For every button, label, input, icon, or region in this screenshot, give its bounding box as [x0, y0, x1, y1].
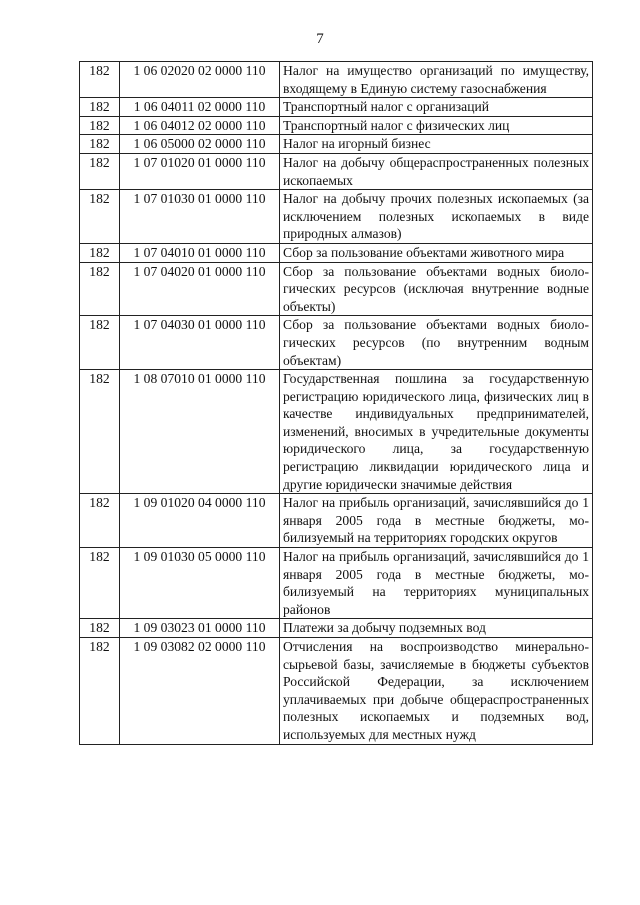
table-row	[80, 619, 593, 638]
admin-code-cell: 182	[80, 262, 120, 316]
kbk-code-cell: 1 06 05000 02 0000 110	[120, 135, 280, 154]
kbk-code-cell: 1 06 04011 02 0000 110	[120, 98, 280, 117]
admin-code-cell: 182	[80, 116, 120, 135]
table-row	[80, 135, 593, 154]
table-row	[80, 190, 593, 244]
admin-code-cell: 182	[80, 190, 120, 244]
table-row	[80, 494, 593, 548]
kbk-code-cell: 1 06 02020 02 0000 110	[120, 62, 280, 98]
table-row	[80, 548, 593, 619]
kbk-code-cell: 1 06 04012 02 0000 110	[120, 116, 280, 135]
table-row	[80, 316, 593, 370]
kbk-code-cell: 1 07 01020 01 0000 110	[120, 153, 280, 189]
table-row	[80, 638, 593, 745]
kbk-code-cell: 1 07 01030 01 0000 110	[120, 190, 280, 244]
kbk-code-cell: 1 09 03023 01 0000 110	[120, 619, 280, 638]
income-name-cell: Налог на имущество организаций по имуществу, входящему в Единую систему газоснабжения	[280, 62, 593, 98]
admin-code-cell: 182	[80, 638, 120, 745]
income-name-cell: Налог на прибыль организаций, зачислявшийся до 1 января 2005 года в местные бюджеты, мобилизуемый на территориях муниципальных районов	[280, 548, 593, 619]
table-row	[80, 116, 593, 135]
income-name-cell: Транспортный налог с физических лиц	[280, 116, 593, 135]
income-name-cell: Сбор за пользование объектами водных биологических ресурсов (исключая внутренние водные объекты)	[280, 262, 593, 316]
table-row	[80, 370, 593, 494]
table-row	[80, 62, 593, 98]
kbk-code-cell: 1 07 04010 01 0000 110	[120, 243, 280, 262]
income-name-cell: Налог на прибыль организаций, зачислявшийся до 1 января 2005 года в местные бюджеты, мобилизуемый на территориях городских округов	[280, 494, 593, 548]
admin-code-cell: 182	[80, 135, 120, 154]
table-body	[80, 62, 593, 745]
income-name-cell: Государственная пошлина за государственную регистрацию юридического лица, физических лиц в качестве индивидуальных предпринимателей, изменений, вносимых в учредительные документы юридического лица, за государственную регистрацию ликвидации юридического лица и другие юридически значимые действия	[280, 370, 593, 494]
kbk-code-cell: 1 09 03082 02 0000 110	[120, 638, 280, 745]
admin-code-cell: 182	[80, 243, 120, 262]
admin-code-cell: 182	[80, 98, 120, 117]
page-number: 7	[316, 31, 324, 47]
income-name-cell: Налог на добычу общераспространенных полезных ископаемых	[280, 153, 593, 189]
budget-classification-table	[79, 61, 593, 745]
table-row	[80, 153, 593, 189]
admin-code-cell: 182	[80, 619, 120, 638]
kbk-code-cell: 1 09 01020 04 0000 110	[120, 494, 280, 548]
admin-code-cell: 182	[80, 548, 120, 619]
income-name-cell: Сбор за пользование объектами водных биологических ресурсов (по внутренним водным объектам)	[280, 316, 593, 370]
income-name-cell: Транспортный налог с организаций	[280, 98, 593, 117]
table-row	[80, 262, 593, 316]
kbk-code-cell: 1 07 04020 01 0000 110	[120, 262, 280, 316]
admin-code-cell: 182	[80, 153, 120, 189]
admin-code-cell: 182	[80, 370, 120, 494]
admin-code-cell: 182	[80, 316, 120, 370]
income-name-cell: Отчисления на воспроизводство минерально-сырьевой базы, зачисляемые в бюджеты субъектов Российской Федерации, за исключением уплачиваемых при добыче общераспространенных полезных ископаемых и подземных вод, используемых для местных нужд	[280, 638, 593, 745]
income-name-cell: Налог на добычу прочих полезных ископаемых (за исключением полезных ископаемых в виде природных алмазов)	[280, 190, 593, 244]
kbk-code-cell: 1 08 07010 01 0000 110	[120, 370, 280, 494]
admin-code-cell: 182	[80, 494, 120, 548]
table-row	[80, 98, 593, 117]
kbk-code-cell: 1 07 04030 01 0000 110	[120, 316, 280, 370]
admin-code-cell: 182	[80, 62, 120, 98]
kbk-code-cell: 1 09 01030 05 0000 110	[120, 548, 280, 619]
income-name-cell: Налог на игорный бизнес	[280, 135, 593, 154]
income-name-cell: Платежи за добычу подземных вод	[280, 619, 593, 638]
income-name-cell: Сбор за пользование объектами животного мира	[280, 243, 593, 262]
table-row	[80, 243, 593, 262]
